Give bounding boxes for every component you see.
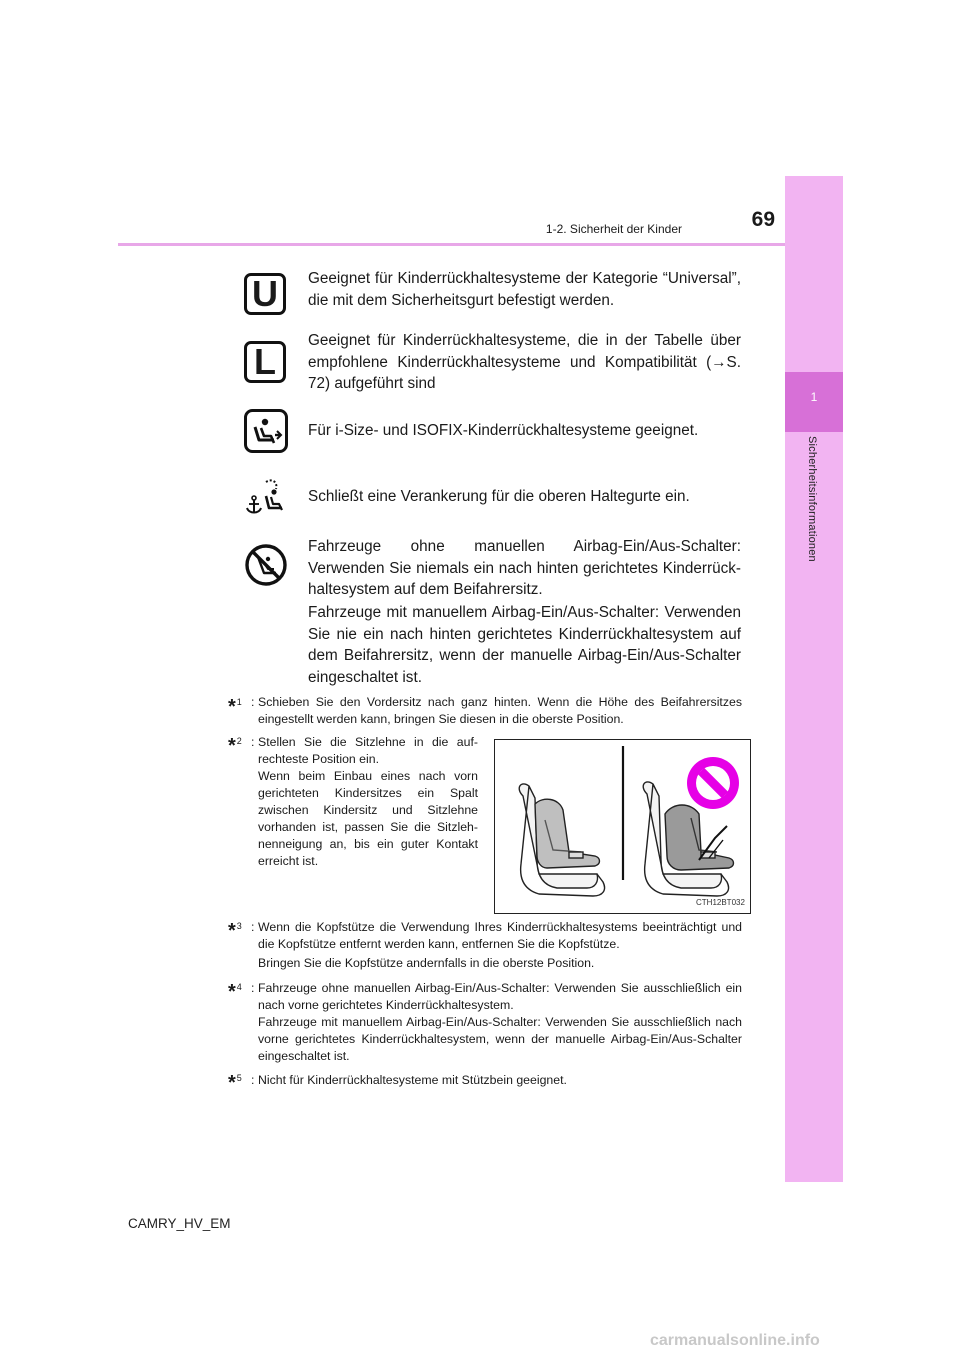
footnote-asterisk: * bbox=[228, 735, 236, 757]
footnote-asterisk: * bbox=[228, 920, 236, 942]
footnote-2-text-2: Wenn beim Einbau eines nach vorn gerichteten Kindersitzes ein Spalt zwischen Kindersitz und Sitzlehne vorhanden ist, passen Sie die Sitzlehnenneigung an, bis ein guter Kontakt erreicht ist. bbox=[258, 769, 478, 868]
footnote-colon: : bbox=[251, 920, 255, 934]
seat-upright-drawing bbox=[519, 784, 604, 896]
chapter-number: 1 bbox=[810, 390, 818, 404]
page-number: 69 bbox=[751, 208, 775, 231]
letter-u-icon: U bbox=[244, 273, 286, 315]
footnote-colon: : bbox=[251, 1073, 255, 1087]
footnote-1-text: Schieben Sie den Vordersitz nach ganz hinten. Wenn die Höhe des Beifahrersitzes eingestellt werden kann, bringen Sie diesen in die oberste Position. bbox=[258, 695, 742, 726]
footnote-number: 3 bbox=[236, 921, 242, 931]
footnote-colon: : bbox=[251, 695, 255, 709]
footnote-2-marker bbox=[228, 732, 242, 755]
symbol-prohibited-description-1: Fahrzeuge ohne manuellen Airbag-Ein/Aus-Schalter: Verwenden Sie niemals ein nach hinten gerichtetes Kinderrückhaltesystem auf dem Beifahrersitz. bbox=[308, 538, 741, 598]
footnote-5-text: Nicht für Kinderrückhaltesysteme mit Stützbein geeignet. bbox=[258, 1073, 567, 1087]
footnote-3-marker bbox=[228, 917, 242, 940]
footnote-number: 4 bbox=[236, 982, 242, 992]
footnote-4-text-2: Fahrzeuge mit manuellem Airbag-Ein/Aus-Schalter: Verwenden Sie ausschließlich nach vorne gerichtetes Kinderrückhaltesystem, wenn der manuelle Airbag-Ein/Aus-Schalter eingeschaltet ist. bbox=[258, 1015, 742, 1063]
symbol-prohibited-description-2: Fahrzeuge mit manuellem Airbag-Ein/Aus-Schalter: Verwenden Sie nie ein nach hinten gerichtetes Kinderrückhaltesystem auf dem Beifahrersitz, wenn der manuelle Airbag-Ein/Aus-Schalter eingeschaltet ist. bbox=[308, 604, 741, 686]
section-title: 1-2. Sicherheit der Kinder bbox=[545, 222, 682, 236]
isofix-seat-icon bbox=[244, 409, 288, 453]
watermark: carmanualsonline.info bbox=[650, 1332, 820, 1349]
footnote-asterisk: * bbox=[228, 696, 236, 718]
symbol-isofix-description: Für i-Size- und ISOFIX-Kinderrückhaltesysteme geeignet. bbox=[308, 422, 699, 439]
header-rule bbox=[118, 243, 785, 246]
footnote-3-text-1: Wenn die Kopfstütze die Verwendung Ihres Kinderrückhaltesystems beeinträchtigt und die Kopfstütze entfernt werden kann, entfernen Sie die Kopfstütze. bbox=[258, 920, 742, 951]
seat-illustration bbox=[494, 739, 751, 914]
footnote-asterisk: * bbox=[228, 1072, 236, 1094]
footnote-number: 5 bbox=[236, 1073, 242, 1083]
footnote-1-marker bbox=[228, 693, 242, 716]
chapter-title: Sicherheitsinformationen bbox=[806, 436, 818, 562]
footnote-4-marker bbox=[228, 978, 242, 1001]
footnote-number: 1 bbox=[236, 697, 242, 707]
footnote-colon: : bbox=[251, 735, 255, 749]
footnote-5-marker bbox=[228, 1069, 242, 1092]
symbol-u-description: Geeignet für Kinderrückhaltesysteme der Kategorie “Universal”, die mit dem Sicherheitsgurt befestigt werden. bbox=[308, 270, 741, 309]
footnote-number: 2 bbox=[236, 736, 242, 746]
no-rear-facing-seat-icon bbox=[244, 543, 288, 587]
footnote-asterisk: * bbox=[228, 981, 236, 1003]
model-code: CAMRY_HV_EM bbox=[128, 1216, 231, 1231]
symbol-l-description: Geeignet für Kinderrückhaltesysteme, die in der Tabelle über empfohlene Kinderrückhaltesysteme und Kompatibilität (→S. 72) aufgeführt sind bbox=[308, 332, 741, 392]
letter-l-icon: L bbox=[244, 341, 286, 383]
symbol-anchor-description: Schließt eine Verankerung für die oberen Haltegurte ein. bbox=[308, 488, 690, 505]
top-tether-anchor-icon bbox=[244, 476, 288, 520]
footnote-3-text-2: Bringen Sie die Kopfstütze andernfalls in die oberste Position. bbox=[258, 956, 595, 970]
chapter-side-tab bbox=[785, 176, 843, 1182]
footnote-colon: : bbox=[251, 981, 255, 995]
footnote-2-text-1: Stellen Sie die Sitzlehne in die aufrechteste Position ein. bbox=[258, 735, 478, 766]
footnote-4-text-1: Fahrzeuge ohne manuellen Airbag-Ein/Aus-Schalter: Verwenden Sie ausschließlich ein nach vorne gerichtetes Kinderrückhaltesystem. bbox=[258, 981, 742, 1012]
illustration-code: CTH12BT032 bbox=[696, 898, 745, 907]
